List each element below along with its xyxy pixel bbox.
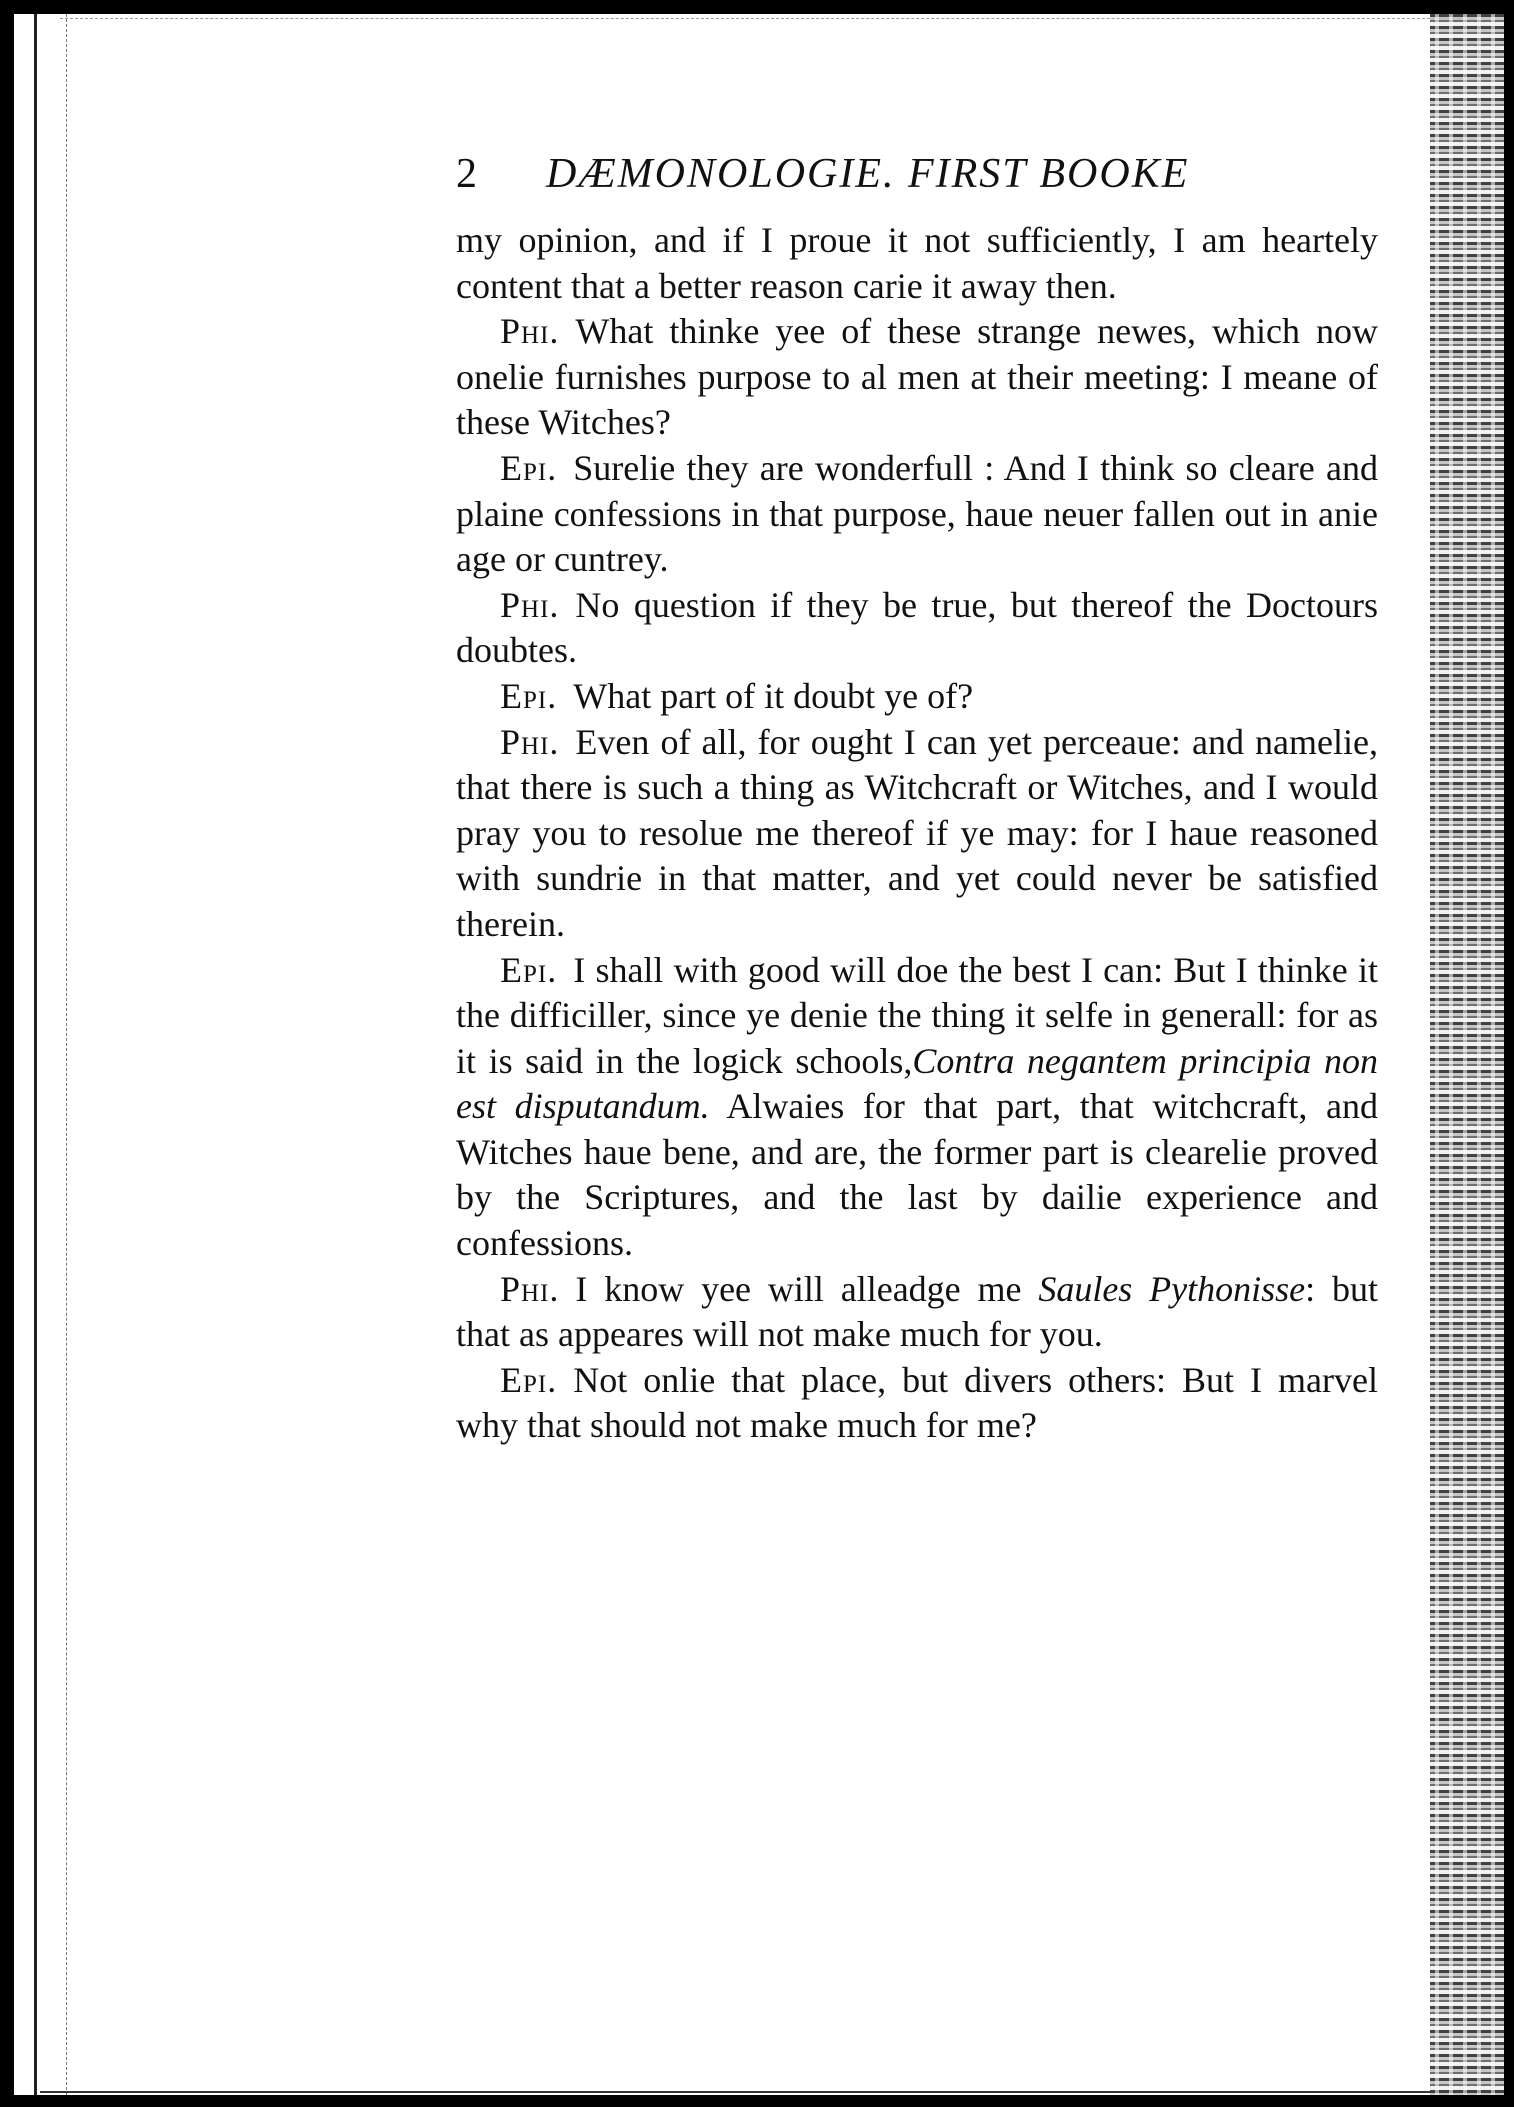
running-title: DÆMONOLOGIE. FIRST BOOKE	[546, 151, 1190, 197]
speaker-label: Epi.	[500, 949, 558, 990]
paragraph-text: What thinke yee of these strange newes, which now onelie furnishes purpose to al men at their meeting: I meane of these Witches?	[456, 311, 1378, 443]
paragraph-text: my opinion, and if I proue it not sufficiently, I am heartely content that a better reason carie it away then.	[456, 220, 1378, 306]
dialogue-paragraph	[456, 309, 1378, 446]
paragraph-text: What part of it doubt ye of?	[573, 675, 974, 716]
paragraph-text: Alwaies for that part, that witchcraft, and Witches haue bene, and are, the former part is clearelie proved by the Scriptures, and the last by dailie experience and confessions.	[456, 1086, 1378, 1264]
speaker-label: Epi.	[500, 447, 558, 488]
paragraph-text: No question if they be true, but thereof the Doctours doubtes.	[456, 584, 1378, 671]
dialogue-paragraph	[456, 720, 1378, 948]
speaker-label: Phi.	[500, 584, 560, 625]
paragraph-text: : but that as appeares will not make much for you.	[456, 1268, 1378, 1355]
body-text	[456, 218, 1378, 1449]
italic-text: Contra negantem principia non est disputandum.	[456, 1040, 1378, 1127]
dialogue-paragraph	[456, 674, 1378, 720]
gutter-rule	[34, 14, 37, 2095]
scan-top-rule	[60, 18, 1460, 19]
binding-gutter	[14, 14, 84, 2095]
paragraph-text: Surelie they are wonderfull : And I think so cleare and plaine confessions in that purpose, haue neuer fallen out in anie age or cuntrey.	[456, 447, 1378, 580]
dialogue-paragraph	[456, 1358, 1378, 1449]
speaker-label: Phi.	[500, 1268, 560, 1309]
paragraph-text: I shall with good will doe the best I can: But I thinke it the difficiller, since ye denie the thing it selfe in generall: for as it is said in the logick schools,	[456, 949, 1378, 1081]
dialogue-paragraph	[456, 1267, 1378, 1358]
paragraph-text: Even of all, for ought I can yet perceaue: and namelie, that there is such a thing as Witchcraft or Witches, and I would pray you to resolue me thereof if ye may: for I haue reasoned with sundrie in that matter, and yet could never be satisfied therein.	[456, 721, 1378, 944]
paragraph-text: Not onlie that place, but divers others: But I marvel why that should not make much for me?	[456, 1359, 1378, 1446]
speaker-label: Phi.	[500, 311, 560, 352]
speaker-label: Epi.	[500, 675, 558, 716]
dialogue-paragraph	[456, 446, 1378, 583]
dialogue-paragraph	[456, 948, 1378, 1267]
speaker-label: Epi.	[500, 1359, 558, 1400]
book-page	[456, 150, 1378, 1449]
italic-text: Saules Pythonisse	[1038, 1268, 1306, 1309]
running-head	[456, 150, 1378, 210]
continued-paragraph	[456, 218, 1378, 309]
page-number: 2	[456, 151, 477, 197]
page-edge	[1430, 14, 1504, 2095]
speaker-label: Phi.	[500, 721, 560, 762]
dialogue-paragraph	[456, 583, 1378, 674]
scan-bottom-rule	[40, 2091, 1430, 2093]
gutter-rule	[66, 14, 67, 2095]
paragraph-text: I know yee will alleadge me	[575, 1268, 1039, 1309]
